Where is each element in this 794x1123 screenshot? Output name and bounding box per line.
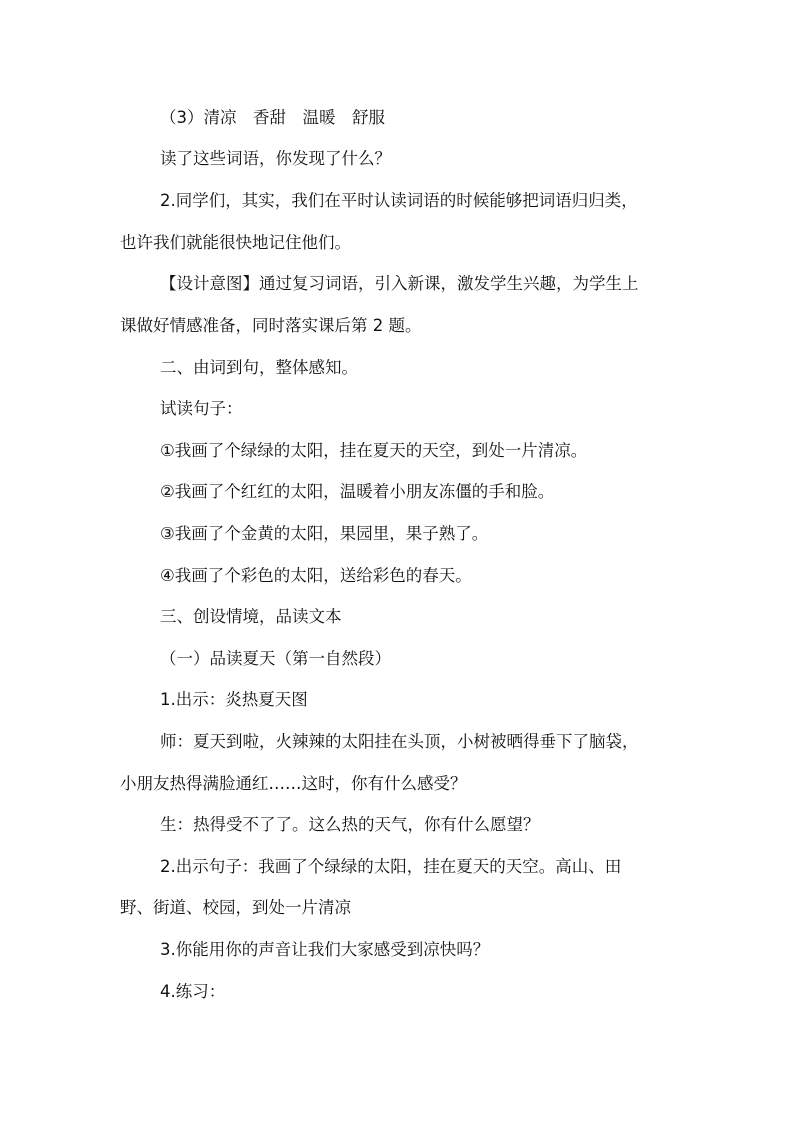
sentence-2: ②我画了个红红的太阳，温暖着小朋友冻僵的手和脸。	[160, 482, 555, 501]
section-heading-2: 二、由词到句，整体感知。	[160, 358, 358, 377]
question-discovery: 读了这些词语，你发现了什么？	[160, 149, 391, 168]
subsection-summer: （一）品读夏天（第一自然段）	[160, 649, 391, 668]
sentence-4: ④我画了个彩色的太阳，送给彩色的春天。	[160, 566, 472, 585]
step-2-line-2: 野、街道、校园，到处一片清凉	[120, 898, 351, 917]
sentence-3: ③我画了个金黄的太阳，果园里，果子熟了。	[160, 524, 489, 543]
sentence-1: ①我画了个绿绿的太阳，挂在夏天的天空，到处一片清凉。	[160, 441, 588, 460]
step-1-show-picture: 1.出示：炎热夏天图	[160, 690, 308, 709]
design-intent-line-2: 课做好情感准备，同时落实课后第 2 题。	[120, 316, 422, 335]
step-3-question: 3.你能用你的声音让我们大家感受到凉快吗？	[160, 940, 490, 959]
student-line: 生：热得受不了了。这么热的天气，你有什么愿望？	[160, 815, 540, 834]
teacher-line-2: 小朋友热得满脸通红……这时，你有什么感受？	[120, 774, 467, 793]
teacher-line-1: 师：夏天到啦，火辣辣的太阳挂在头顶，小树被晒得垂下了脑袋，	[160, 732, 639, 751]
step-2-line-1: 2.出示句子：我画了个绿绿的太阳，挂在夏天的天空。高山、田	[160, 857, 622, 876]
design-intent-line-1: 【设计意图】通过复习词语，引入新课，激发学生兴趣，为学生上	[160, 274, 639, 293]
section-heading-3: 三、创设情境，品读文本	[160, 607, 342, 626]
word-group-3: （3）清凉 香甜 温暖 舒服	[160, 108, 385, 127]
try-reading-label: 试读句子：	[160, 399, 243, 418]
step-4-practice: 4.练习：	[160, 982, 226, 1001]
paragraph-classify-line-1: 2.同学们，其实，我们在平时认读词语的时候能够把词语归归类，	[160, 191, 638, 210]
paragraph-classify-line-2: 也许我们就能很快地记住他们。	[120, 233, 351, 252]
